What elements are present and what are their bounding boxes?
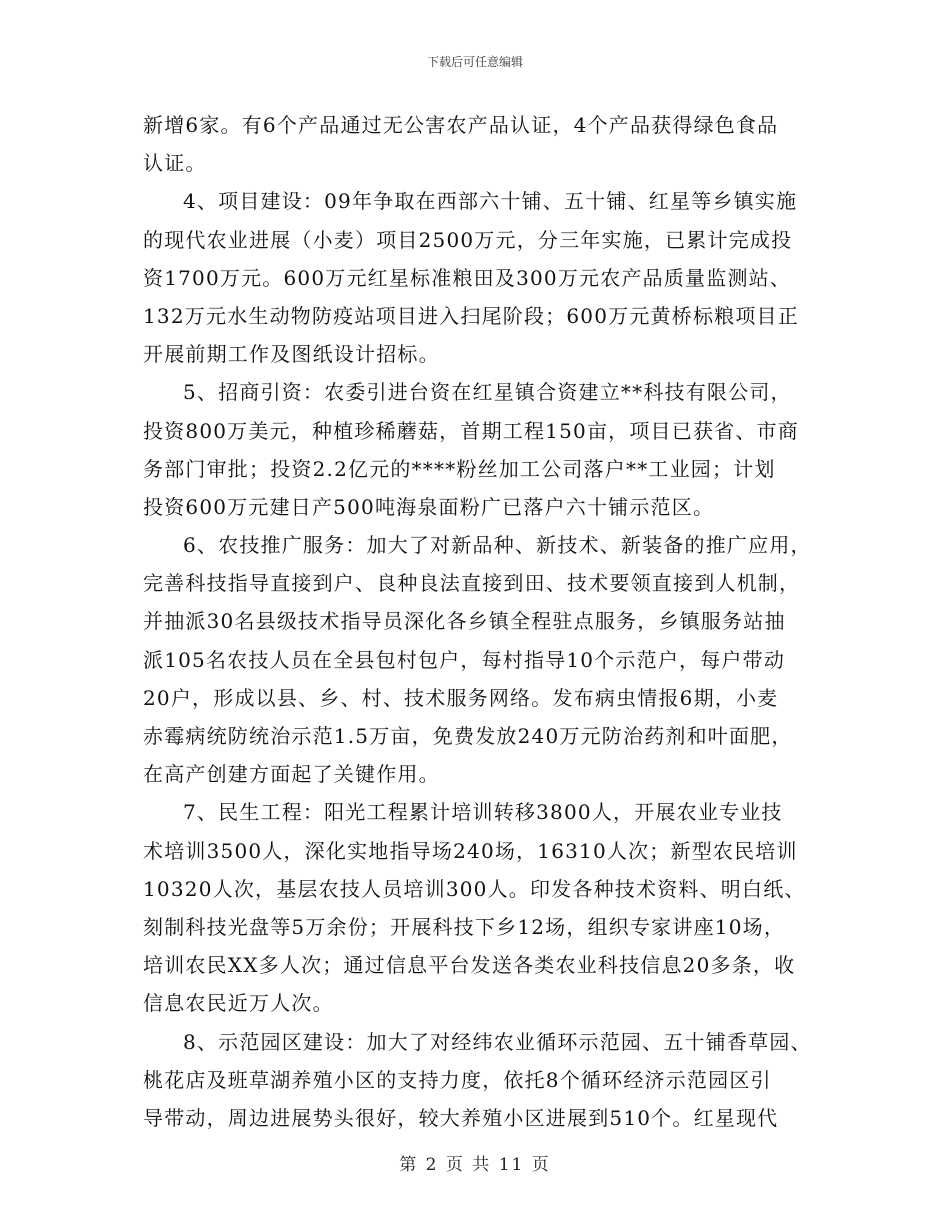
- text-line: 投资600万元建日产500吨海泉面粉广已落户六十铺示范区。: [143, 494, 715, 519]
- text-line: 6、农技推广服务：加大了对新品种、新技术、新装备的推广应用，: [183, 533, 812, 558]
- text-line: 在高产创建方面起了关键作用。: [143, 762, 440, 787]
- paragraph-investment-attraction: [143, 373, 813, 526]
- text-line: 培训农民XX多人次；通过信息平台发送各类农业科技信息20多条，收: [143, 953, 796, 978]
- paragraph-project-construction: [143, 182, 813, 373]
- text-line: 派105名农技人员在全县包村包户，每村指导10个示范户，每户带动: [143, 647, 786, 672]
- text-line: 务部门审批；投资2.2亿元的****粉丝加工公司落户**工业园；计划: [143, 456, 776, 481]
- text-line: 术培训3500人，深化实地指导场240场，16310人次；新型农民培训: [143, 838, 798, 863]
- page-number-footer: 第 2 页 共 11 页: [399, 1155, 551, 1175]
- text-line: 开展前期工作及图纸设计招标。: [143, 342, 440, 367]
- text-line: 赤霉病统防统治示范1.5万亩，免费发放240万元防治药剂和叶面肥，: [143, 724, 793, 748]
- text-line: 导带动，周边进展势头很好，较大养殖小区进展到510个。红星现代: [143, 1105, 779, 1130]
- paragraph-agri-tech-service: [143, 526, 813, 793]
- text-line: 20户，形成以县、乡、村、技术服务网络。发布病虫情报6期，小麦: [143, 685, 779, 710]
- document-body: [143, 106, 813, 1137]
- text-line: 10320人次，基层农技人员培训300人。印发各种技术资料、明白纸、: [143, 876, 806, 901]
- paragraph-demo-park: [143, 1023, 813, 1138]
- text-line: 信息农民近万人次。: [143, 991, 334, 1016]
- text-line: 5、招商引资：农委引进台资在红星镇合资建立**科技有限公司，: [183, 380, 792, 405]
- text-line: 的现代农业进展（小麦）项目2500万元，分三年实施，已累计完成投: [143, 227, 793, 252]
- text-line: 并抽派30名县级技术指导员深化各乡镇全程驻点服务，乡镇服务站抽: [143, 609, 786, 634]
- text-line: 4、项目建设：09年争取在西部六十铺、五十铺、红星等乡镇实施: [183, 189, 798, 214]
- text-line: 7、民生工程：阳光工程累计培训转移3800人，开展农业专业技: [183, 800, 783, 825]
- text-line: 132万元水生动物防疫站项目进入扫尾阶段；600万元黄桥标粮项目正: [143, 303, 799, 328]
- page-header-note: 下载后可任意编辑: [426, 55, 523, 69]
- text-line: 资1700万元。600万元红星标准粮田及300万元农产品质量监测站、: [143, 265, 792, 290]
- paragraph-livelihood-project: [143, 793, 813, 1022]
- text-line: 投资800万美元，种植珍稀蘑菇，首期工程150亩，项目已获省、市商: [143, 418, 799, 443]
- text-line: 新增6家。有6个产品通过无公害农产品认证，4个产品获得绿色食品: [143, 113, 779, 137]
- text-line: 桃花店及班草湖养殖小区的支持力度，依托8个循环经济示范园区引: [143, 1067, 772, 1092]
- paragraph-continuation: [143, 106, 813, 182]
- text-line: 完善科技指导直接到户、良种良法直接到田、技术要领直接到人机制，: [143, 571, 801, 596]
- text-line: 刻制科技光盘等5万余份；开展科技下乡12场，组织专家讲座10场，: [143, 914, 786, 939]
- text-line: 认证。: [143, 151, 207, 176]
- text-line: 8、示范园区建设：加大了对经纬农业循环示范园、五十铺香草园、: [183, 1029, 812, 1054]
